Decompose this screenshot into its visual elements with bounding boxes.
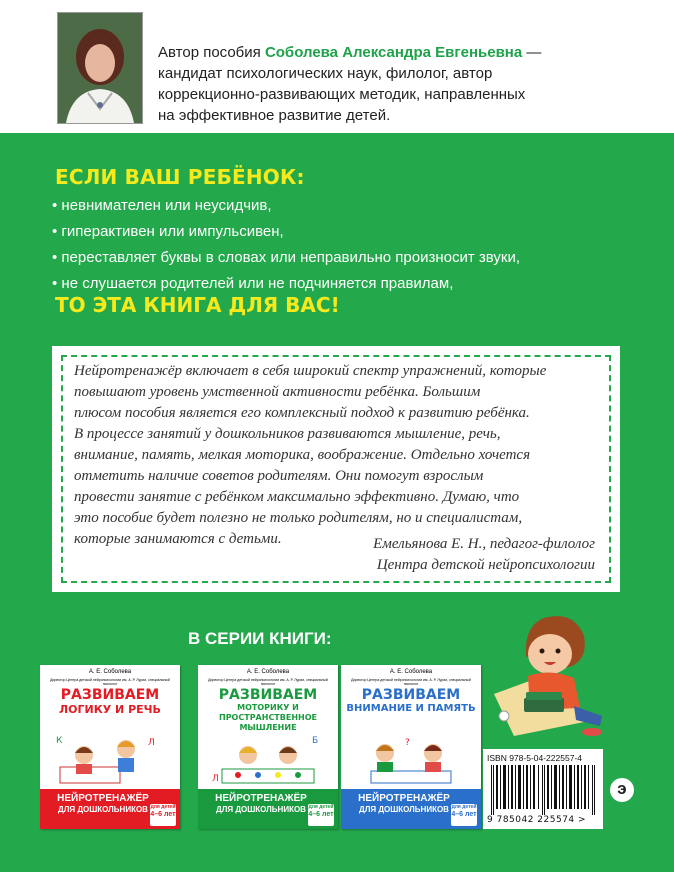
publisher-logo-icon bbox=[610, 778, 634, 802]
intro-bullet: • переставляет буквы в словах или неправильно произносит звуки, bbox=[52, 249, 520, 266]
barcode-image bbox=[489, 765, 599, 815]
child-illustration bbox=[484, 596, 614, 746]
review-line: это пособие будет полезно не только родителям, но и специалистам, bbox=[74, 510, 523, 526]
review-line: Нейротренажёр включает в себя широкий спектр упражнений, которые bbox=[74, 363, 547, 379]
book-title-line-2: ЛОГИКУ И РЕЧЬ bbox=[59, 703, 161, 716]
book-author: А. Е. Соболева bbox=[389, 669, 433, 675]
book-series-line-1: НЕЙРОТРЕНАЖЁР bbox=[358, 793, 450, 804]
author-name: Соболева Александра Евгеньевна bbox=[264, 44, 523, 61]
book-age-line-2: 4–6 лет bbox=[150, 811, 176, 818]
book-series-name bbox=[349, 793, 459, 815]
book-age-line-2: 4–6 лет bbox=[451, 811, 477, 818]
book-illustration bbox=[351, 731, 471, 786]
author-photo bbox=[57, 12, 143, 124]
series-book-logic-speech[interactable] bbox=[40, 665, 180, 829]
review-line: плюсом пособия является его комплексный подход к развитию ребёнка. bbox=[74, 405, 530, 421]
isbn-label: ISBN 978-5-04-222557-4 bbox=[487, 753, 582, 763]
book-age-badge bbox=[308, 804, 334, 826]
book-series-name bbox=[48, 793, 158, 815]
book-illustration bbox=[50, 731, 170, 786]
series-book-attention-memory[interactable] bbox=[341, 665, 481, 829]
intro-bullet: • гиперактивен или импульсивен, bbox=[52, 223, 284, 240]
review-line: провести занятие с ребёнком максимально эффективно. Думаю, что bbox=[74, 489, 520, 505]
book-age-line-1: для детей bbox=[150, 804, 176, 810]
book-series-line-2: ДЛЯ ДОШКОЛЬНИКОВ bbox=[216, 805, 306, 814]
book-series-line-2: ДЛЯ ДОШКОЛЬНИКОВ bbox=[359, 805, 449, 814]
book-illustration bbox=[208, 731, 328, 786]
book-series-line-2: ДЛЯ ДОШКОЛЬНИКОВ bbox=[58, 805, 148, 814]
author-bio-line-2: кандидат психологических наук, филолог, автор bbox=[158, 65, 493, 82]
book-series-line-1: НЕЙРОТРЕНАЖЁР bbox=[215, 793, 307, 804]
svg-text:Л: Л bbox=[148, 738, 155, 748]
author-line1-suffix: — bbox=[522, 44, 542, 61]
book-title-line-1: РАЗВИВАЕМ bbox=[361, 687, 461, 703]
review-text bbox=[74, 361, 600, 550]
author-bio-line-4: на эффективное развитие детей. bbox=[158, 107, 391, 124]
review-signature-line-1: Емельянова Е. Н., педагог-филолог bbox=[373, 536, 595, 552]
svg-text:Л: Л bbox=[212, 774, 219, 784]
book-author-subtitle: Директор Центра детской нейропсихологии им. А. Р. Лурии, специальный психолог bbox=[351, 678, 471, 686]
book-age-badge bbox=[451, 804, 477, 826]
book-title-line-1: РАЗВИВАЕМ bbox=[218, 687, 318, 703]
book-author: А. Е. Соболева bbox=[88, 669, 132, 675]
book-series-name bbox=[206, 793, 316, 815]
isbn-barcode-block bbox=[483, 749, 603, 829]
barcode-number: 9 785042 225574 > bbox=[487, 815, 587, 825]
book-age-badge bbox=[150, 804, 176, 826]
intro-bullet-list bbox=[52, 193, 662, 297]
book-title bbox=[42, 687, 178, 716]
book-series-line-1: НЕЙРОТРЕНАЖЁР bbox=[57, 793, 149, 804]
author-section bbox=[0, 0, 674, 133]
book-title-line-2: МОТОРИКУ И ПРОСТРАНСТВЕННОЕ МЫШЛЕНИЕ bbox=[219, 703, 317, 732]
book-title bbox=[200, 687, 336, 733]
series-title: В СЕРИИ КНИГИ: bbox=[188, 629, 332, 648]
intro-title: ЕСЛИ ВАШ РЕБЁНОК: bbox=[55, 165, 305, 189]
book-author-subtitle: Директор Центра детской нейропсихологии им. А. Р. Лурии, специальный психолог bbox=[50, 678, 170, 686]
book-author: А. Е. Соболева bbox=[246, 669, 290, 675]
series-book-motor-spatial[interactable] bbox=[198, 665, 338, 829]
author-bio-line-1 bbox=[158, 42, 663, 63]
review-box bbox=[52, 346, 620, 592]
book-age-line-2: 4–6 лет bbox=[308, 811, 334, 818]
intro-bullet: • не слушается родителей или не подчиняется правилам, bbox=[52, 275, 454, 292]
review-line: которые занимаются с детьми. bbox=[74, 531, 282, 547]
book-title-line-1: РАЗВИВАЕМ bbox=[60, 687, 160, 703]
review-line: повышают уровень умственной активности ребёнка. Большим bbox=[74, 384, 481, 400]
author-bio-line-3: коррекционно-развивающих методик, направленных bbox=[158, 86, 526, 103]
book-title bbox=[343, 687, 479, 715]
book-author-subtitle: Директор Центра детской нейропсихологии им. А. Р. Лурии, специальный психолог bbox=[208, 678, 328, 686]
book-title-line-2: ВНИМАНИЕ И ПАМЯТЬ bbox=[346, 703, 476, 714]
review-signature bbox=[373, 534, 595, 576]
svg-text:Б: Б bbox=[312, 736, 319, 746]
intro-conclusion: ТО ЭТА КНИГА ДЛЯ ВАС! bbox=[55, 293, 340, 317]
intro-bullet: • невнимателен или неусидчив, bbox=[52, 197, 272, 214]
review-line: отметить наличие советов родителям. Они помогут взрослым bbox=[74, 468, 484, 484]
author-prefix: Автор пособия bbox=[158, 44, 265, 61]
review-signature-line-2: Центра детской нейропсихологии bbox=[376, 557, 595, 573]
review-line: внимание, память, мелкая моторика, воображение. Отдельно хочется bbox=[74, 447, 531, 463]
book-age-line-1: для детей bbox=[451, 804, 477, 810]
author-bio bbox=[158, 42, 663, 126]
publisher-logo-glyph: э bbox=[617, 779, 627, 798]
book-age-line-1: для детей bbox=[308, 804, 334, 810]
svg-text:К: К bbox=[56, 736, 63, 746]
svg-text:?: ? bbox=[405, 738, 410, 748]
review-line: В процессе занятий у дошкольников развиваются мышление, речь, bbox=[74, 426, 501, 442]
